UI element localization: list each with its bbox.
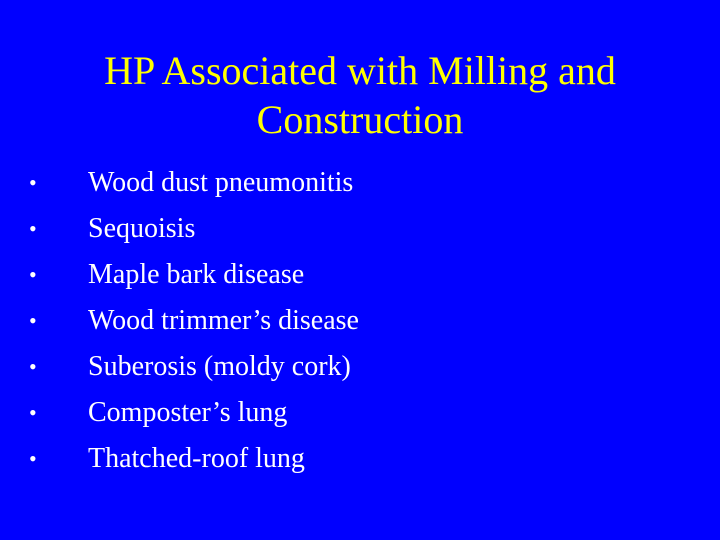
bullet-icon: • <box>29 400 37 425</box>
bullet-icon: • <box>29 354 37 379</box>
bullet-icon: • <box>29 446 37 471</box>
bullet-text: Wood trimmer’s disease <box>88 305 359 336</box>
bullet-icon: • <box>29 308 37 333</box>
list-item <box>0 160 720 206</box>
list-item <box>0 344 720 390</box>
bullet-text: Sequoisis <box>88 213 196 244</box>
list-item <box>0 390 720 436</box>
list-item <box>0 252 720 298</box>
bullet-list <box>0 160 720 482</box>
list-item <box>0 436 720 482</box>
list-item <box>0 298 720 344</box>
bullet-text: Wood dust pneumonitis <box>88 167 354 198</box>
slide-title <box>0 46 720 144</box>
bullet-icon: • <box>29 170 37 195</box>
bullet-icon: • <box>29 262 37 287</box>
bullet-text: Suberosis (moldy cork) <box>88 351 351 382</box>
bullet-text: Maple bark disease <box>88 259 305 290</box>
slide-title-line-2: Construction <box>256 97 464 142</box>
bullet-text: Thatched-roof lung <box>88 443 305 474</box>
slide-title-line-1: HP Associated with Milling and <box>104 48 616 93</box>
bullet-text: Composter’s lung <box>88 397 288 428</box>
list-item <box>0 206 720 252</box>
bullet-icon: • <box>29 216 37 241</box>
